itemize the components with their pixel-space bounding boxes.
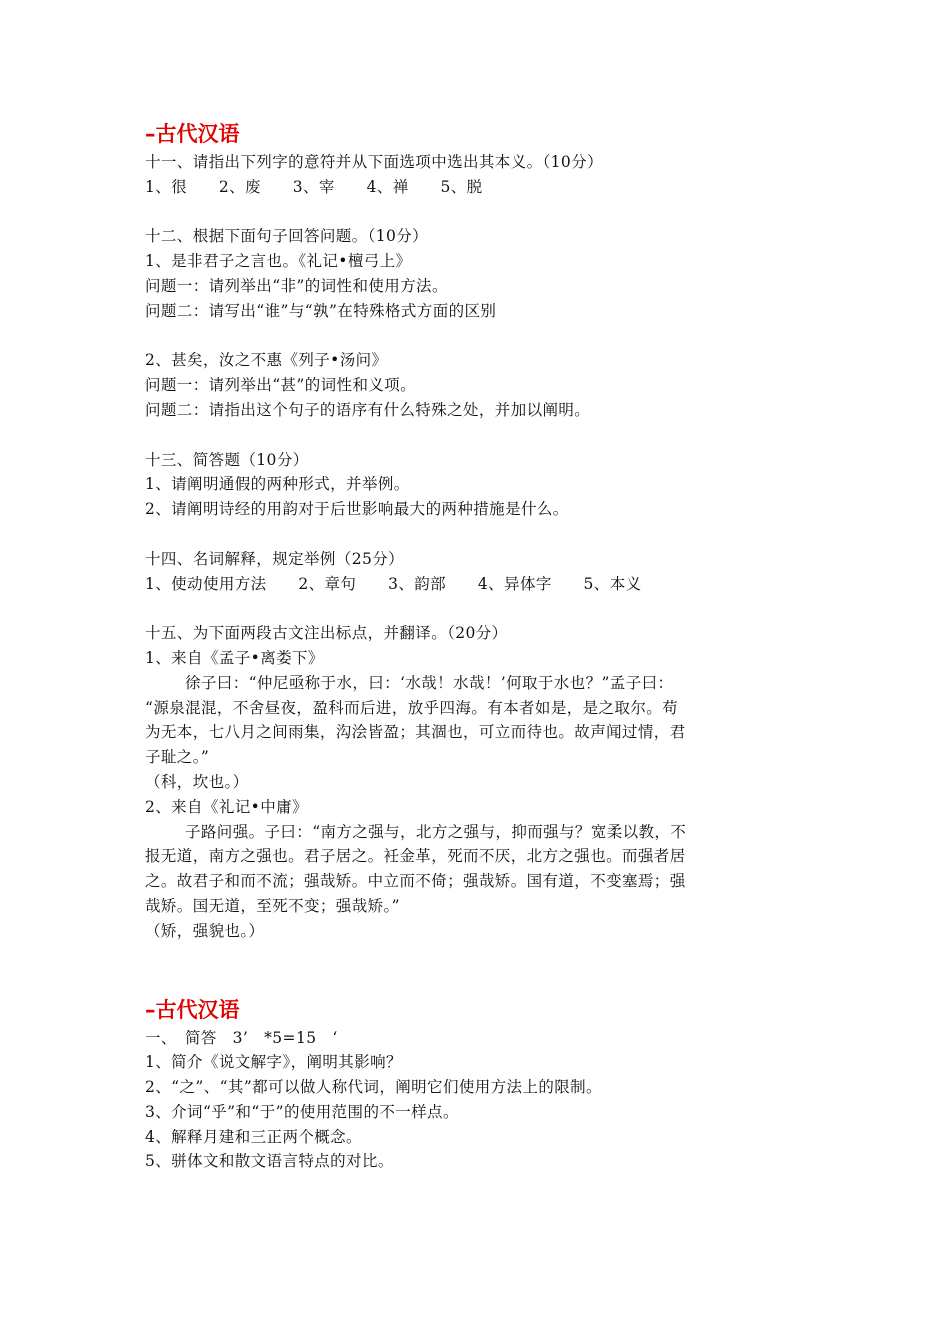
- question-1-title: 一、 简答 3’ *5=15 ‘: [145, 1028, 338, 1047]
- question-1-item-3: 3、介词“乎”和“于”的使用范围的不一样点。: [145, 1102, 459, 1121]
- passage-2-note: （矫，强貌也。）: [145, 921, 265, 940]
- question-1-item-4: 4、解释月建和三正两个概念。: [145, 1127, 362, 1146]
- question-13-title: 十三、简答题（10分）: [145, 450, 309, 469]
- question-12-1-q2: 问题二：请写出“谁”与“孰”在特殊格式方面的区别: [145, 301, 497, 320]
- blank-line: [145, 522, 825, 547]
- passage-1-note: （科，坎也。）: [145, 772, 249, 791]
- question-15-title: 十五、为下面两段古文注出标点，并翻译。（20分）: [145, 624, 508, 643]
- question-11-title: 十一、请指出下列字的意符并从下面选项中选出其本义。（10分）: [145, 153, 603, 171]
- passage-2-line-3: 之。故君子和而不流；强哉矫。中立而不倚；强哉矫。国有道，不变塞焉；强: [145, 872, 686, 891]
- passage-1-line-2: “源泉混混，不舍昼夜，盈科而后进，放乎四海。有本者如是，是之取尔。苟: [145, 698, 679, 717]
- question-1-item-1: 1、简介《说文解字》，阐明其影响？: [145, 1053, 402, 1072]
- question-13-item-1: 1、请阐明通假的两种形式，并举例。: [145, 475, 410, 494]
- passage-2-line-4: 哉矫。国无道，至死不变；强哉矫。”: [145, 896, 400, 915]
- question-12-sentence-2: 2、甚矣，汝之不惠《列子•汤问》: [145, 351, 388, 370]
- exam-section-1: [145, 118, 825, 944]
- document-page: [145, 118, 825, 1174]
- blank-line: [145, 596, 825, 621]
- section-heading: –古代汉语: [145, 122, 240, 146]
- question-12-2-q2: 问题二：请指出这个句子的语序有什么特殊之处，并加以阐明。: [145, 400, 591, 419]
- blank-line: [145, 324, 825, 349]
- question-11-items: 1、很 2、废 3、宰 4、禅 5、脱: [145, 177, 483, 196]
- passage-2-line-1: 子路问强。子曰：“南方之强与，北方之强与，抑而强与？宽柔以教，不: [185, 822, 687, 841]
- blank-line: [145, 423, 825, 448]
- question-12-2-q1: 问题一：请列举出“甚”的词性和义项。: [145, 376, 417, 395]
- section-heading: –古代汉语: [145, 997, 240, 1022]
- question-13-item-2: 2、请阐明诗经的用韵对于后世影响最大的两种措施是什么。: [145, 500, 569, 519]
- passage-1-line-4: 子耻之。”: [145, 748, 210, 767]
- question-1-item-5: 5、骈体文和散文语言特点的对比。: [145, 1152, 394, 1171]
- question-12-title: 十二、根据下面句子回答问题。（10分）: [145, 227, 429, 246]
- question-14-title: 十四、名词解释，规定举例（25分）: [145, 549, 405, 568]
- passage-2-line-2: 报无道，南方之强也。君子居之。衽金革，死而不厌，北方之强也。而强者居: [145, 847, 686, 866]
- question-12-1-q1: 问题一：请列举出“非”的词性和使用方法。: [145, 276, 448, 295]
- question-14-items: 1、使动使用方法 2、章句 3、韵部 4、异体字 5、本义: [145, 574, 642, 593]
- exam-section-2: [145, 994, 825, 1175]
- passage-1-source: 1、来自《孟子•离娄下》: [145, 648, 324, 667]
- section-gap: [145, 944, 825, 994]
- passage-2-source: 2、来自《礼记•中庸》: [145, 797, 308, 816]
- passage-1-line-3: 为无本，七八月之间雨集，沟浍皆盈；其涸也，可立而待也。故声闻过情，君: [145, 723, 686, 742]
- question-12-sentence-1: 1、是非君子之言也。《礼记•檀弓上》: [145, 252, 412, 271]
- blank-line: [145, 200, 825, 225]
- passage-1-line-1: 徐子曰：“仲尼亟称于水，曰：‘水哉！水哉！’何取于水也？”孟子曰：: [185, 673, 674, 692]
- question-1-item-2: 2、“之”、“其”都可以做人称代词，阐明它们使用方法上的限制。: [145, 1078, 602, 1097]
